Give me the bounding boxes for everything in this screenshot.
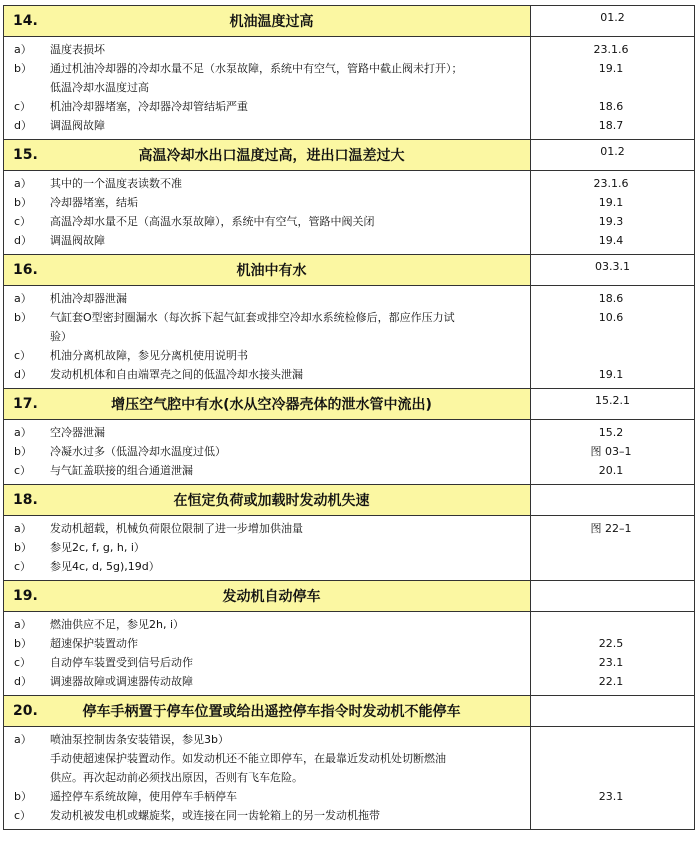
cause-row <box>4 787 694 806</box>
section-reference: 01.2 <box>600 11 625 24</box>
cause-row <box>4 557 694 576</box>
section-header <box>4 696 694 727</box>
section-body <box>4 171 694 254</box>
cause-label: b） <box>14 790 32 803</box>
cause-label: a） <box>14 522 32 535</box>
cause-row <box>4 461 694 480</box>
section-reference <box>531 581 694 611</box>
cause-reference: 23.1.6 <box>593 43 629 56</box>
cause-reference: 15.2 <box>598 426 624 439</box>
cause-label: c） <box>14 349 32 362</box>
cause-row <box>4 308 694 327</box>
cause-reference: 19.1 <box>598 196 624 209</box>
cause-reference: 图 03–1 <box>590 445 632 458</box>
cause-row <box>4 231 694 250</box>
cause-row <box>4 442 694 461</box>
cause-text: 参见4c, d, 5g),19d） <box>50 560 160 573</box>
section-body <box>4 727 694 829</box>
cause-label: a） <box>14 43 32 56</box>
fault-section <box>3 695 695 830</box>
cause-label: c） <box>14 464 32 477</box>
section-body <box>4 516 694 580</box>
cause-reference: 18.6 <box>598 100 624 113</box>
cause-text: 发动机被发电机或螺旋桨，或连接在同一齿轮箱上的另一发动机拖带 <box>50 809 380 822</box>
cause-reference: 19.1 <box>598 368 624 381</box>
fault-section <box>3 5 695 139</box>
cause-row <box>4 193 694 212</box>
section-title: 增压空气腔中有水(水从空冷器壳体的泄水管中流出) <box>111 397 432 413</box>
fault-section <box>3 484 695 580</box>
cause-text: 调温阀故障 <box>50 119 105 132</box>
cause-row <box>4 174 694 193</box>
cause-reference: 19.1 <box>598 62 624 75</box>
fault-section <box>3 254 695 388</box>
cause-row <box>4 346 694 365</box>
section-reference: 15.2.1 <box>595 394 630 407</box>
section-title: 在恒定负荷或加载时发动机失速 <box>173 493 370 509</box>
section-number: 16. <box>13 262 38 278</box>
cause-reference: 18.7 <box>598 119 624 132</box>
cause-text: 供应。再次起动前必须找出原因，否则有飞车危险。 <box>50 771 303 784</box>
section-header-highlight <box>4 140 531 170</box>
section-title: 机油中有水 <box>236 263 307 279</box>
cause-reference <box>528 768 694 787</box>
cause-row <box>4 615 694 634</box>
cause-text: 调速器故障或调速器传动故障 <box>50 675 193 688</box>
cause-label: b） <box>14 196 32 209</box>
section-header-highlight <box>4 255 531 285</box>
fault-section <box>3 388 695 484</box>
section-header <box>4 389 694 420</box>
cause-text: 冷却器堵塞，结垢 <box>50 196 138 209</box>
section-reference <box>531 485 694 515</box>
fault-section <box>3 139 695 254</box>
cause-reference <box>528 327 694 346</box>
section-header-highlight <box>4 696 531 726</box>
section-number: 17. <box>13 396 38 412</box>
fault-section <box>3 580 695 695</box>
cause-reference: 23.1 <box>598 790 624 803</box>
section-header <box>4 485 694 516</box>
cause-reference: 图 22–1 <box>590 522 632 535</box>
section-reference <box>531 696 694 726</box>
cause-reference: 22.5 <box>598 637 624 650</box>
cause-label: c） <box>14 809 32 822</box>
cause-label: a） <box>14 292 32 305</box>
cause-row <box>4 212 694 231</box>
cause-label <box>4 768 50 787</box>
cause-text: 气缸套O型密封圈漏水（每次拆下起气缸套或排空冷却水系统检修后，都应作压力试 <box>50 311 455 324</box>
cause-label: d） <box>14 119 32 132</box>
cause-reference: 18.6 <box>598 292 624 305</box>
cause-reference: 19.4 <box>598 234 624 247</box>
cause-text: 高温冷却水量不足（高温水泵故障），系统中有空气，管路中阀关闭 <box>50 215 375 228</box>
cause-text: 机油冷却器泄漏 <box>50 292 127 305</box>
cause-row <box>4 538 694 557</box>
cause-text: 与气缸盖联接的组合通道泄漏 <box>50 464 193 477</box>
cause-reference: 10.6 <box>598 311 624 324</box>
section-header-highlight <box>4 6 531 36</box>
cause-text: 其中的一个温度表读数不准 <box>50 177 182 190</box>
cause-reference <box>528 346 694 365</box>
cause-row <box>4 653 694 672</box>
section-reference: 03.3.1 <box>595 260 630 273</box>
section-title: 高温冷却水出口温度过高，进出口温差过大 <box>138 148 405 164</box>
cause-label: a） <box>14 177 32 190</box>
section-header-highlight <box>4 581 531 611</box>
section-title: 停车手柄置于停车位置或给出遥控停车指令时发动机不能停车 <box>82 704 461 720</box>
section-body <box>4 37 694 139</box>
cause-reference <box>528 749 694 768</box>
cause-row <box>4 116 694 135</box>
cause-label: a） <box>14 733 32 746</box>
cause-text: 超速保护装置动作 <box>50 637 138 650</box>
cause-text: 自动停车装置受到信号后动作 <box>50 656 193 669</box>
cause-label: b） <box>14 311 32 324</box>
cause-row <box>4 40 694 59</box>
cause-reference: 23.1 <box>598 656 624 669</box>
cause-row <box>4 730 694 749</box>
section-title: 机油温度过高 <box>229 14 314 30</box>
cause-text: 手动使超速保护装置动作。如发动机还不能立即停车，在最靠近发动机处切断燃油 <box>50 752 446 765</box>
cause-reference <box>528 730 694 749</box>
cause-text: 通过机油冷却器的冷却水量不足（水泵故障，系统中有空气，管路中截止阀未打开）； <box>50 62 463 75</box>
section-number: 15. <box>13 147 38 163</box>
cause-label: c） <box>14 656 32 669</box>
cause-row <box>4 749 694 768</box>
cause-row <box>4 78 694 97</box>
cause-reference: 22.1 <box>598 675 624 688</box>
cause-row <box>4 289 694 308</box>
cause-reference: 19.3 <box>598 215 624 228</box>
cause-row <box>4 806 694 825</box>
section-body <box>4 612 694 695</box>
section-header-highlight <box>4 485 531 515</box>
cause-text: 低温冷却水温度过高 <box>50 81 149 94</box>
cause-label: c） <box>14 215 32 228</box>
troubleshooting-table <box>3 5 695 830</box>
cause-row <box>4 519 694 538</box>
cause-text: 喷油泵控制齿条安装错误，参见3b） <box>50 733 229 746</box>
cause-text: 机油分离机故障，参见分离机使用说明书 <box>50 349 248 362</box>
section-header <box>4 6 694 37</box>
cause-row <box>4 97 694 116</box>
cause-label: d） <box>14 368 32 381</box>
section-number: 19. <box>13 588 38 604</box>
cause-row <box>4 768 694 787</box>
cause-text: 冷凝水过多（低温冷却水温度过低） <box>50 445 226 458</box>
section-title: 发动机自动停车 <box>222 589 321 605</box>
cause-row <box>4 327 694 346</box>
cause-label <box>4 749 50 768</box>
cause-reference: 23.1.6 <box>593 177 629 190</box>
cause-text: 调温阀故障 <box>50 234 105 247</box>
cause-row <box>4 365 694 384</box>
cause-label: a） <box>14 618 32 631</box>
cause-row <box>4 672 694 691</box>
section-reference: 01.2 <box>600 145 625 158</box>
section-number: 20. <box>13 703 38 719</box>
cause-row <box>4 634 694 653</box>
cause-label <box>4 78 50 97</box>
cause-label: b） <box>14 541 32 554</box>
section-body <box>4 420 694 484</box>
cause-label: d） <box>14 234 32 247</box>
section-header <box>4 255 694 286</box>
cause-label: d） <box>14 675 32 688</box>
cause-row <box>4 59 694 78</box>
section-number: 14. <box>13 13 38 29</box>
cause-text: 参见2c, f, g, h, i） <box>50 541 145 554</box>
cause-label: a） <box>14 426 32 439</box>
cause-label: c） <box>14 100 32 113</box>
section-header-highlight <box>4 389 531 419</box>
cause-reference <box>528 615 694 634</box>
cause-row <box>4 423 694 442</box>
section-body <box>4 286 694 388</box>
cause-label: c） <box>14 560 32 573</box>
cause-label: b） <box>14 637 32 650</box>
cause-reference <box>528 806 694 825</box>
cause-reference <box>528 78 694 97</box>
cause-reference <box>528 538 694 557</box>
cause-label: b） <box>14 445 32 458</box>
cause-reference: 20.1 <box>598 464 624 477</box>
section-header <box>4 581 694 612</box>
cause-text: 发动机机体和自由端罩壳之间的低温冷却水接头泄漏 <box>50 368 303 381</box>
cause-label <box>4 327 50 346</box>
cause-reference <box>528 557 694 576</box>
cause-text: 遥控停车系统故障，使用停车手柄停车 <box>50 790 237 803</box>
cause-text: 燃油供应不足，参见2h, i） <box>50 618 185 631</box>
cause-text: 发动机超载，机械负荷限位限制了进一步增加供油量 <box>50 522 303 535</box>
cause-text: 机油冷却器堵塞，冷却器冷却管结垢严重 <box>50 100 248 113</box>
cause-text: 空冷器泄漏 <box>50 426 105 439</box>
cause-text: 温度表损坏 <box>50 43 105 56</box>
section-number: 18. <box>13 492 38 508</box>
cause-text: 验） <box>50 330 72 343</box>
section-header <box>4 140 694 171</box>
cause-label: b） <box>14 62 32 75</box>
